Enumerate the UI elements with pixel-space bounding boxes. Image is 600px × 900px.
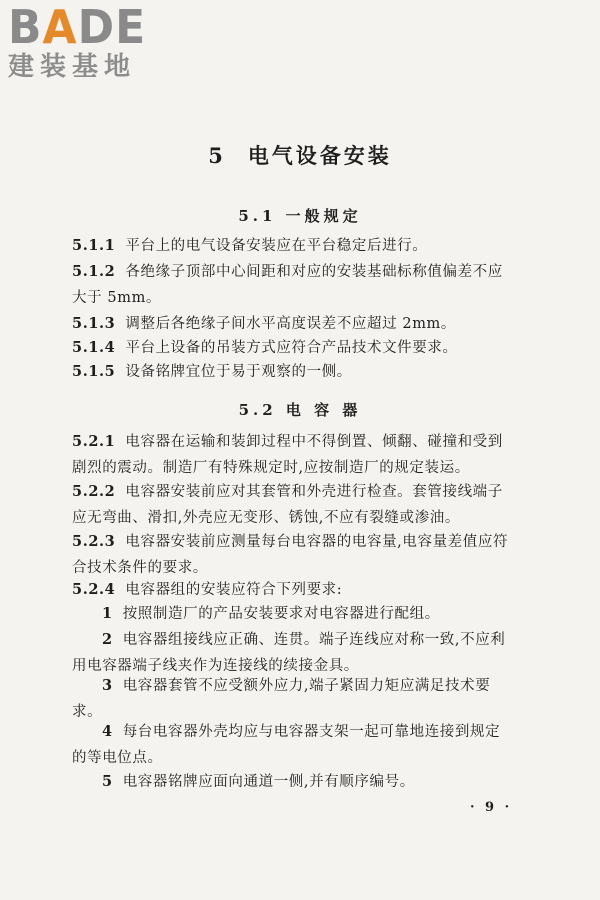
clause-5-2-3: 5.2.3 电容器安装前应测量每台电容器的电容量,电容量差值应符合技术条件的要求。 xyxy=(72,533,509,576)
clause-5-1-4: 5.1.4 平台上设备的吊装方式应符合产品技术文件要求。 xyxy=(72,339,458,356)
page-number: · 9 · xyxy=(470,800,513,815)
list-item-1: 1 按照制造厂的产品安装要求对电容器进行配组。 xyxy=(102,605,440,622)
clause-5-2-4: 5.2.4 电容器组的安装应符合下列要求: xyxy=(72,581,343,598)
list-item-4: 4 每台电容器外壳均应与电容器支架一起可靠地连接到规定的等电位点。 xyxy=(72,723,501,766)
clause-5-1-5: 5.1.5 设备铭牌宜位于易于观察的一侧。 xyxy=(72,363,352,380)
section-title-5-2: 5.2 电 容 器 xyxy=(238,401,362,419)
logo-wordmark: BADE xyxy=(8,0,147,55)
clause-5-1-2: 5.1.2 各绝缘子顶部中心间距和对应的安装基础标称值偏差不应大于 5mm。 xyxy=(72,263,503,306)
list-item-3: 3 电容器套管不应受额外应力,端子紧固力矩应满足技术要求。 xyxy=(72,677,491,720)
section-title-5-1: 5.1 一般规定 xyxy=(238,207,362,225)
clause-5-2-1: 5.2.1 电容器在运输和装卸过程中不得倒置、倾翻、碰撞和受到剧烈的震动。制造厂有特殊规定时,应按制造厂的规定装运。 xyxy=(72,433,503,476)
list-item-2: 2 电容器组接线应正确、连贯。端子连线应对称一致,不应利用电容器端子线夹作为连接线的续接金具。 xyxy=(72,631,506,674)
clause-5-2-2: 5.2.2 电容器安装前应对其套管和外壳进行检查。套管接线端子应无弯曲、滑扣,外壳应无变形、锈蚀,不应有裂缝或渗油。 xyxy=(72,483,503,526)
clause-5-1-3: 5.1.3 调整后各绝缘子间水平高度误差不应超过 2mm。 xyxy=(72,315,457,332)
list-item-5: 5 电容器铭牌应面向通道一侧,并有顺序编号。 xyxy=(102,773,415,790)
logo-subtitle: 建装基地 xyxy=(8,52,137,82)
clause-5-1-1: 5.1.1 平台上的电气设备安装应在平台稳定后进行。 xyxy=(72,237,428,254)
chapter-title xyxy=(0,140,600,170)
bade-logo xyxy=(8,0,147,82)
chapter-name: 电气设备安装 xyxy=(247,143,392,168)
chapter-number: 5 xyxy=(208,143,226,168)
